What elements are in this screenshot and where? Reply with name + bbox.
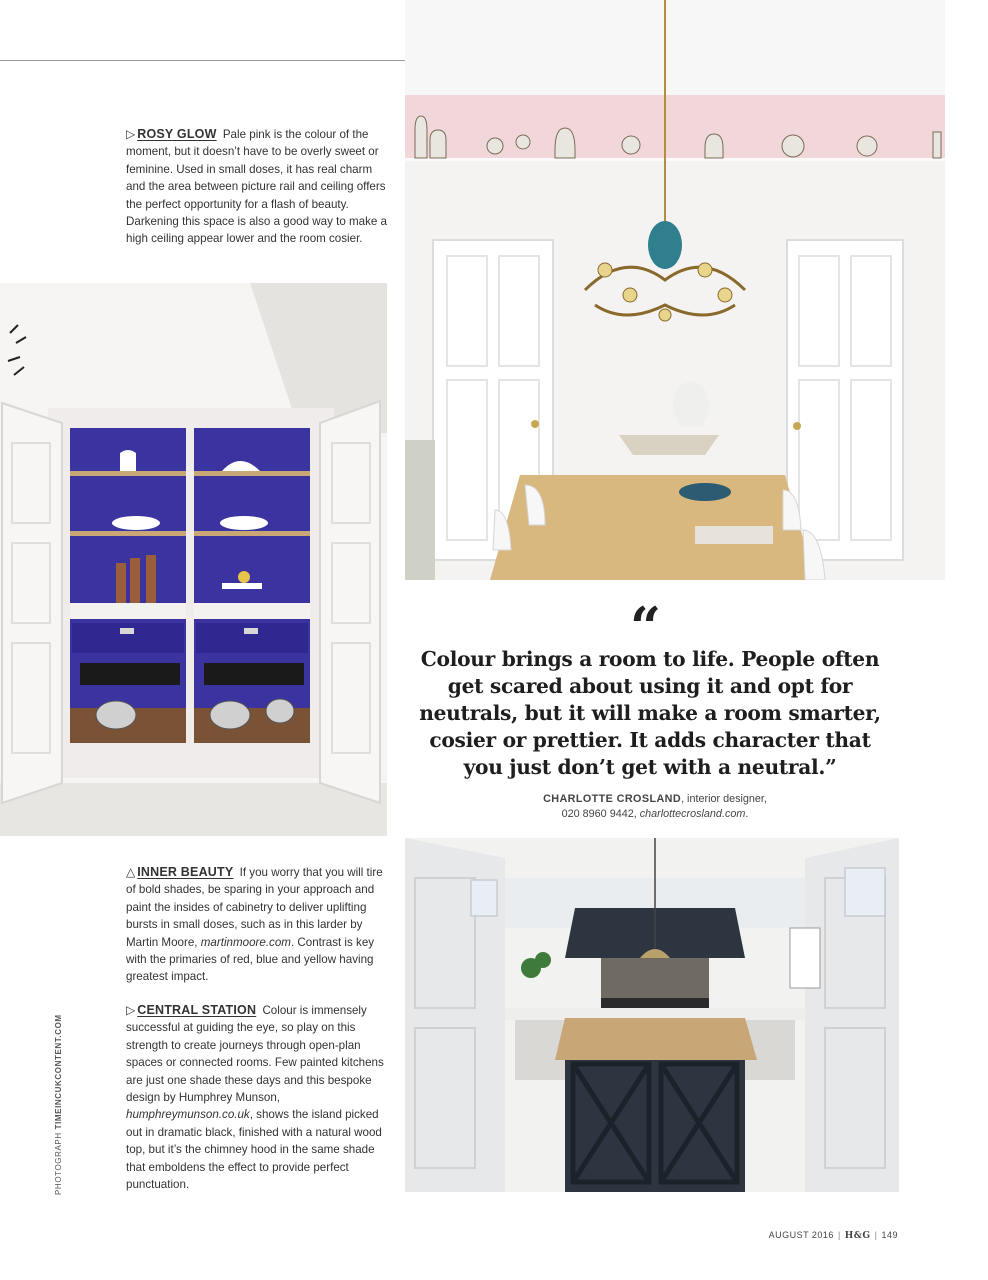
dining-room-image [405, 0, 945, 580]
page-folio: AUGUST 2016 | H&G | 149 [768, 1230, 898, 1241]
triangle-up-icon: △ [126, 865, 136, 879]
photo-dining-room [405, 0, 945, 580]
island-base [565, 1060, 745, 1192]
caption-rosy-glow [126, 126, 388, 248]
caption-heading: CENTRAL STATION [137, 1003, 257, 1017]
magazine-brand: H&G [844, 1231, 871, 1241]
caption-body: If you worry that you will tire of bold shades, be sparing in your approach and paint the insides of cabinetry to deliver uplifting bursts in small doses, such as in this larder by Martin Moore, [126, 866, 383, 949]
issue-date: AUGUST 2016 [768, 1230, 834, 1240]
quote-attribution: CHARLOTTE CROSLAND, interior designer, 020 8960 9442, charlottecrosland.com. [543, 793, 767, 820]
triangle-right-icon: ▷ [126, 1003, 136, 1017]
page-number: 149 [881, 1230, 898, 1240]
caption-body: Colour is immensely successful at guiding the eye, so play on this strength to create journeys through open-plan spaces or connected rooms. Few painted kitchens are just one shade these days and this bespoke design by Humphrey Munson, [126, 1004, 384, 1105]
quote-mark-icon: “ [630, 595, 662, 659]
credit-source: TIMEINCUKCONTENT.COM [54, 1014, 63, 1130]
caption-link: martinmoore.com [200, 935, 291, 949]
caption-central-station: ▷ CENTRAL STATION Colour is immensely successful at guiding the eye, so play on this strength to create journeys through open-plan spaces or connected rooms. Few painted kitchens are just one shade these days and this bespoke design by Humphrey Munson, humphreymunson.co.uk, shows the island picked out in dramatic black, finished with a natural wood top, but it’s the chimney hood in the same shade that emboldens the effect to provide perfect punctuation. [126, 1003, 384, 1192]
larder-image [0, 283, 387, 836]
photo-larder [0, 283, 387, 836]
attribution-website: charlottecrosland.com [639, 808, 746, 820]
attribution-phone: 020 8960 9442, [561, 808, 640, 820]
kitchen-image [405, 838, 899, 1192]
caption-heading: ROSY GLOW [137, 127, 217, 141]
caption-inner-beauty: △ INNER BEAUTY If you worry that you will tire of bold shades, be sparing in your approach and paint the insides of cabinetry to deliver uplifting bursts in small doses, such as in this larder by Martin Moore, martinmoore.com. Contrast is key with the primaries of red, blue and yellow having greatest impact. [126, 865, 383, 984]
island-worktop [555, 1018, 757, 1060]
caption-body: Pale pink is the colour of the moment, but it doesn’t have to be overly sweet or feminine. Used in small doses, it has real charm and the area between picture rail and ceiling offers the perfect opportunity for a flash of beauty. Darkening this space is also a good way to make a high ceiling appear lower and the room cosier. [126, 128, 388, 246]
attribution-name: CHARLOTTE CROSLAND [543, 793, 682, 805]
attribution-role: , interior designer, [681, 793, 767, 805]
photo-kitchen [405, 838, 899, 1192]
top-rule [0, 60, 405, 61]
pull-quote: Colour brings a room to life. People often get scared about using it and opt for neutrals, but it will make a room smarter, cosier or prettier. It adds character that you just don’t get with a neutral.” [419, 647, 881, 779]
caption-link: humphreymunson.co.uk [126, 1108, 250, 1122]
caption-heading: INNER BEAUTY [137, 865, 234, 879]
triangle-right-icon: ▷ [126, 127, 136, 141]
photo-credit: PHOTOGRAPH TIMEINCUKCONTENT.COM [54, 1014, 63, 1195]
